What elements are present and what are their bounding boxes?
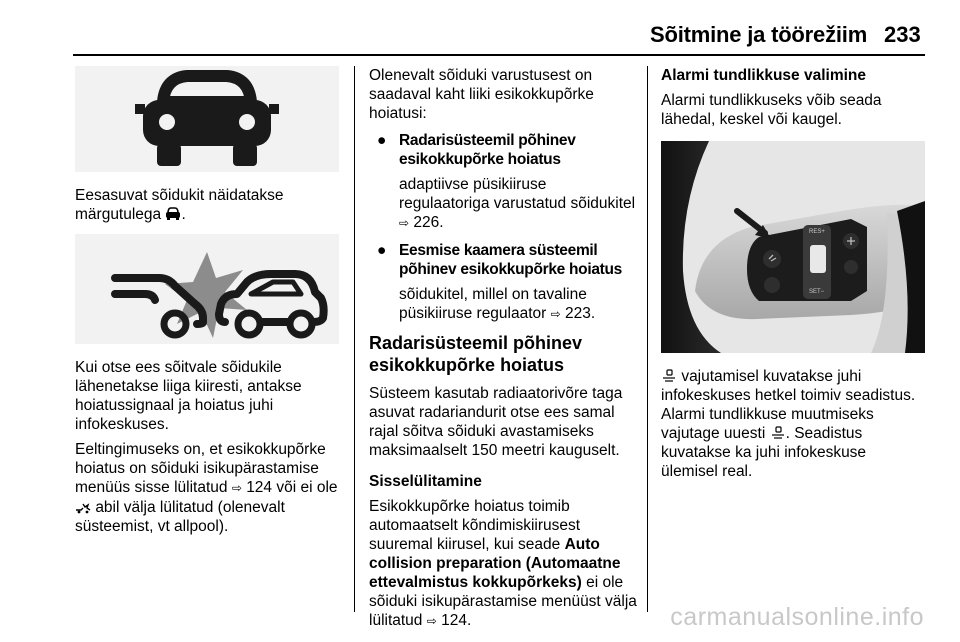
bullet-camera: ● Eesmise kaamera süsteemil põhinev esikokkupõrke hoiatus sõidukitel, millel on tavaline püsikiiruse regulaator ⇨ 223.: [377, 242, 622, 322]
distance-setting-icon: [770, 426, 786, 440]
bullet-radar: ● Radarisüsteemil põhinev esikokkupõrke hoiatus adaptiivse püsikiiruse regulaatoriga varustatud sõidukitel ⇨ 226.: [377, 132, 636, 231]
wheel-label-res: RES+: [809, 229, 825, 235]
intro-text: Olenevalt sõiduki varustusest on saadaval kaht liiki esikokkupõrke hoiatusi:: [369, 67, 594, 122]
subsection-heading: Sisselülitamine: [369, 473, 482, 490]
page-title: Sõitmine ja töörežiim: [650, 22, 868, 47]
ref-arrow-icon: ⇨: [426, 614, 437, 628]
wheel-label-set: SET−: [809, 289, 825, 295]
alarm-heading: Alarmi tundlikkuse valimine: [661, 67, 867, 84]
paragraph-precondition: Eeltingimuseks on, et esikokkupõrke hoiatus on sõiduki isikupärastamise menüüs sisse lülitatud ⇨ 124 või ei ole abil välja lülitatud (olenevalt süsteemist, vt allpool).: [75, 441, 338, 535]
distance-setting-icon: [661, 369, 677, 383]
middle-column: [369, 66, 637, 637]
header-divider: [73, 54, 925, 56]
watermark: carmanualsonline.info: [670, 603, 924, 631]
right-column: [661, 66, 927, 487]
steering-wheel-figure: [661, 141, 925, 353]
car-icon: [165, 207, 181, 221]
steering-wheel-image: [661, 141, 925, 353]
bullet-dot: ●: [377, 242, 387, 259]
collision-figure: [75, 234, 339, 344]
section-heading: Radarisüsteemil põhinev esikokkupõrke hoiatus: [369, 333, 583, 375]
ref-arrow-icon: ⇨: [231, 481, 242, 495]
ref-arrow-icon: ⇨: [399, 216, 410, 230]
ref-arrow-icon: ⇨: [550, 307, 561, 321]
section-text: Süsteem kasutab radiaatorivõre taga asuvat radariandurit otse ees samal rajal sõitva sõiduki avastamiseks maksimaalselt 150 meetri kauguselt.: [369, 385, 623, 459]
page-number: 233: [884, 22, 921, 47]
caption-vehicle-ahead: Eesasuvat sõidukit näidatakse märgutulega .: [75, 187, 284, 223]
paragraph-warning: Kui otse ees sõitvale sõidukile lähenetakse liiga kiiresti, antakse hoiatussignaal ja hoiatus juhi infokeskuses.: [75, 359, 302, 433]
vehicle-ahead-icon: [75, 66, 339, 172]
column-divider-left: [354, 66, 355, 612]
subsection-text: Esikokkupõrke hoiatus toimib automaatselt kõndimiskiirusest suuremal kiirusel, kui seade Auto collision preparation (Automaatne ettevalmistus kokkupõrkeks) ei ole sõiduki isikupärastamise menüüst välja lülitatud ⇨ 124.: [369, 498, 637, 629]
column-divider-right: [647, 66, 648, 612]
alarm-paragraph: vajutamisel kuvatakse juhi infokeskuses hetkel toimiv seadistus. Alarmi tundlikkuse muutmiseks vajutage uuesti . Seadistus kuvatakse ka juhi infokeskuse ülemisel real.: [661, 368, 916, 480]
vehicle-ahead-figure: [75, 66, 339, 172]
bullet-dot: ●: [377, 132, 387, 149]
collision-alert-icon: [75, 500, 91, 514]
collision-icon: [75, 234, 339, 344]
left-column: [75, 66, 343, 542]
alarm-intro: Alarmi tundlikkuseks võib seada lähedal, keskel või kaugel.: [661, 92, 882, 128]
